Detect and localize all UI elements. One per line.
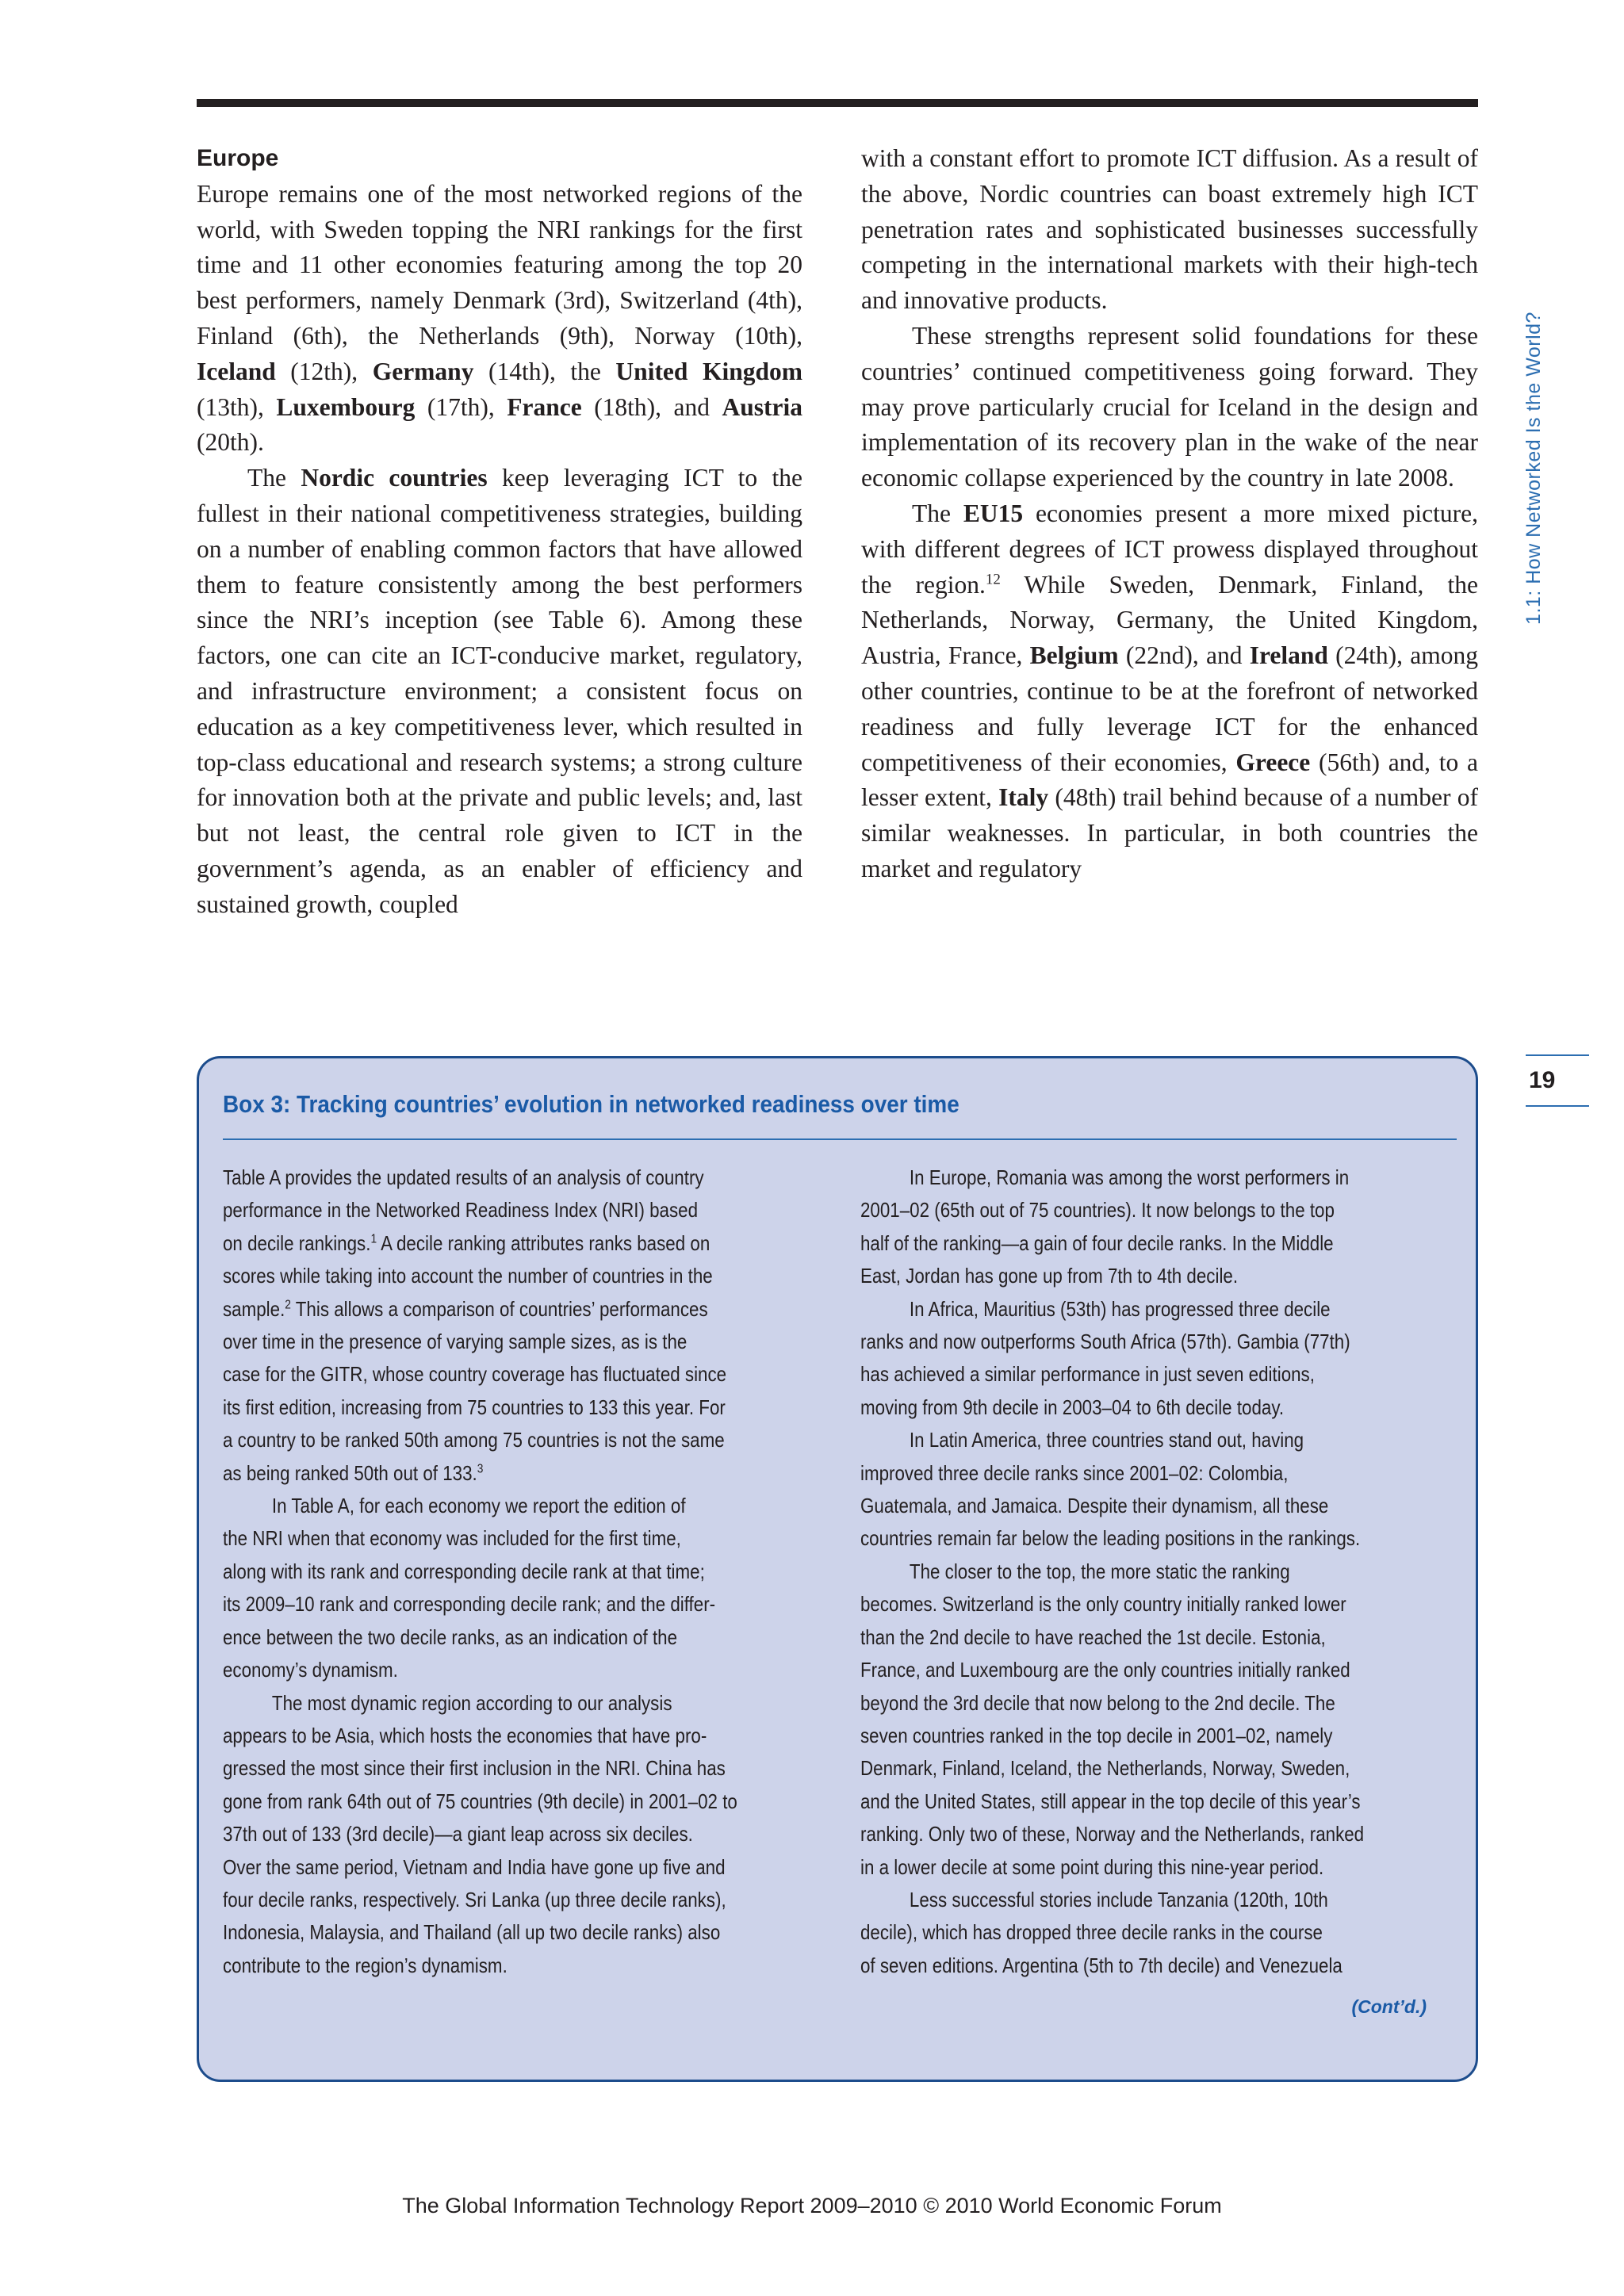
country-name: France — [507, 392, 582, 421]
text-run: These strengths represent solid foundations for these countries’ continued competitiveness going forward. They may prove particularly crucial for Iceland in the design and implementation of its recovery plan in the wake of the near economic collapse experienced by the country in late 2008. — [861, 321, 1478, 492]
text-run: (14th), the — [473, 357, 616, 385]
box-line: Guatemala, and Jamaica. Despite their dynamism, all these — [860, 1494, 1329, 1518]
text-run: (24th), among other countries, continue to be at the forefront of networked readiness and fully leverage ICT for the enhanced competitiveness of their economies, — [861, 641, 1478, 776]
text-run: While Sweden, Denmark, Finland, the Netherlands, Norway, Germany, the United Kingdom, Austria, France, — [861, 570, 1478, 670]
box-line: its first edition, increasing from 75 countries to 133 this year. For — [223, 1395, 726, 1419]
section-heading: Europe — [197, 145, 279, 171]
page-number-box — [1526, 1054, 1589, 1107]
box-line: East, Jordan has gone up from 7th to 4th decile. — [860, 1264, 1239, 1288]
text-run: as being ranked 50th out of 133. — [223, 1460, 477, 1485]
box-line: than the 2nd decile to have reached the 1st decile. Estonia, — [860, 1624, 1326, 1649]
continued-label: (Cont’d.) — [1351, 1996, 1427, 2017]
text-run: keep leveraging ICT to the fullest in their national competitiveness strategies, building on a number of enabling common factors that have allowed them to feature consistently among the best performers since the NRI’s inception (see Table 6). Among these factors, one can cite an ICT-conducive market, regulatory, and infrastructure environment; a consistent focus on education as a key competitiveness lever, which resulted in top-class educational and research systems; a strong culture for innovation both at the private and public levels; and, last but not least, the central role given to ICT in the government’s agenda, as an enabler of efficiency and sustained growth, coupled — [197, 464, 802, 918]
box-line: scores while taking into account the number of countries in the — [223, 1264, 713, 1288]
footnote-ref: 2 — [285, 1297, 291, 1311]
box-line: appears to be Asia, which hosts the economies that have pro- — [223, 1723, 707, 1747]
box-line: France, and Luxembourg are the only countries initially ranked — [860, 1658, 1350, 1682]
text-run: sample. — [223, 1296, 285, 1321]
box-3-panel — [197, 1056, 1478, 2082]
box-line — [223, 1457, 738, 1490]
chapter-side-tab — [1510, 311, 1557, 625]
region-name: EU15 — [963, 499, 1024, 527]
box-line: countries remain far below the leading positions in the rankings. — [860, 1526, 1361, 1551]
box-line: Table A provides the updated results of an analysis of country — [223, 1165, 704, 1189]
text-run: (22nd), and — [1118, 641, 1250, 670]
country-name: United Kingdom — [615, 357, 803, 385]
box-title-rule — [223, 1138, 1457, 1140]
box-right-column — [860, 1161, 1460, 1982]
text-run: (48th) trail behind because of a number of similar weaknesses. In particular, in both countries the market and regulatory — [861, 783, 1479, 882]
country-name: Germany — [372, 357, 474, 385]
footnote-ref: 3 — [477, 1462, 484, 1475]
box-line: has achieved a similar performance in just seven editions, — [860, 1362, 1315, 1387]
text-run: Europe remains one of the most networked regions of the world, with Sweden topping the NRI rankings for the first time and 11 other economies featuring among the top 20 best performers, namely Denmark (3rd), Switzerland (4th), Finland (6th), the Netherlands (9th), Norway (10th), — [197, 179, 802, 350]
text-run: with a constant effort to promote ICT diffusion. As a result of the above, Nordic countries can boast extremely high ICT penetration rates and sophisticated businesses successfully competing in the international markets with their high-tech and innovative products. — [861, 144, 1478, 315]
box-left-column — [223, 1161, 822, 1982]
text-run: economies present a more mixed picture, with different degrees of ICT prowess displayed throughout the region. — [861, 499, 1478, 599]
box-line: case for the GITR, whose country coverage has fluctuated since — [223, 1362, 727, 1387]
box-line: its 2009–10 rank and corresponding decile rank; and the differ- — [223, 1592, 716, 1617]
text-run: (20th). — [197, 428, 264, 457]
box-line: over time in the presence of varying sample sizes, as is the — [223, 1330, 688, 1354]
box-line — [223, 1293, 738, 1326]
region-name: Nordic countries — [301, 464, 488, 492]
paragraph — [861, 319, 1478, 496]
box-line: half of the ranking—a gain of four decile ranks. In the Middle — [860, 1230, 1334, 1255]
text-run: (18th), and — [581, 392, 722, 421]
box-line: beyond the 3rd decile that now belong to the 2nd decile. The — [860, 1690, 1335, 1715]
country-name: Belgium — [1029, 641, 1119, 670]
text-run: This allows a comparison of countries’ performances — [290, 1296, 708, 1321]
text-run: (13th), — [197, 392, 277, 421]
text-run: on decile rankings. — [223, 1230, 371, 1255]
box-line: along with its rank and corresponding decile rank at that time; — [223, 1559, 705, 1583]
box-line: seven countries ranked in the top decile in 2001–02, namely — [860, 1723, 1333, 1747]
box-title: Box 3: Tracking countries’ evolution in networked readiness over time — [223, 1090, 959, 1118]
text-run: The — [912, 499, 963, 527]
country-name: Greece — [1235, 748, 1311, 776]
box-line: 37th out of 133 (3rd decile)—a giant leap across six deciles. — [223, 1822, 693, 1846]
box-line — [223, 1227, 738, 1260]
article-left-column — [197, 141, 802, 923]
box-line: Indonesia, Malaysia, and Thailand (all up two decile ranks) also — [223, 1920, 721, 1945]
box-line: the NRI when that economy was included for the first time, — [223, 1526, 681, 1551]
box-line: Denmark, Finland, Iceland, the Netherlands, Norway, Sweden, — [860, 1756, 1350, 1781]
chapter-title: 1.1: How Networked Is the World? — [1522, 311, 1545, 625]
box-line: of seven editions. Argentina (5th to 7th decile) and Venezuela — [860, 1953, 1342, 1977]
box-line: becomes. Switzerland is the only country initially ranked lower — [860, 1592, 1346, 1617]
box-line: improved three decile ranks since 2001–02: Colombia, — [860, 1460, 1289, 1485]
page-footer: The Global Information Technology Report 2009–2010 © 2010 World Economic Forum — [402, 2194, 1222, 2218]
paragraph — [197, 461, 802, 922]
box-line: In Table A, for each economy we report the edition of — [271, 1494, 686, 1518]
box-line: decile), which has dropped three decile ranks in the course — [860, 1920, 1323, 1945]
country-name: Iceland — [197, 357, 276, 385]
country-name: Luxembourg — [276, 392, 416, 421]
paragraph — [861, 496, 1478, 887]
box-line: contribute to the region’s dynamism. — [223, 1953, 508, 1977]
text-run: The — [247, 464, 301, 492]
country-name: Ireland — [1249, 641, 1328, 670]
top-rule — [197, 99, 1478, 107]
footnote-ref: 12 — [985, 571, 1001, 588]
text-run: (56th) and, to a lesser extent, — [861, 748, 1478, 812]
country-name: Italy — [998, 783, 1049, 812]
paragraph — [197, 177, 802, 461]
text-run: (17th), — [415, 392, 508, 421]
box-line: Over the same period, Vietnam and India have gone up five and — [223, 1854, 726, 1879]
box-line: four decile ranks, respectively. Sri Lanka (up three decile ranks), — [223, 1887, 726, 1911]
box-line: In Europe, Romania was among the worst performers in — [909, 1165, 1350, 1189]
box-line: In Latin America, three countries stand out, having — [909, 1428, 1304, 1452]
text-run: A decile ranking attributes ranks based on — [377, 1230, 710, 1255]
text-run: (12th), — [275, 357, 373, 385]
footnote-ref: 1 — [370, 1232, 377, 1246]
paragraph — [861, 141, 1478, 319]
box-line: and the United States, still appear in the top decile of this year’s — [860, 1789, 1361, 1813]
box-line: ence between the two decile ranks, as an indication of the — [223, 1624, 678, 1649]
box-line: in a lower decile at some point during this nine-year period. — [860, 1854, 1324, 1879]
box-line: ranking. Only two of these, Norway and the Netherlands, ranked — [860, 1822, 1365, 1846]
box-line: performance in the Networked Readiness Index (NRI) based — [223, 1198, 699, 1223]
article-right-column — [861, 141, 1478, 887]
box-line: gressed the most since their first inclusion in the NRI. China has — [223, 1756, 726, 1781]
page-number: 19 — [1529, 1067, 1556, 1093]
box-line: moving from 9th decile in 2003–04 to 6th decile today. — [860, 1395, 1285, 1419]
box-line: In Africa, Mauritius (53th) has progressed three decile — [909, 1296, 1331, 1321]
box-line: The closer to the top, the more static the ranking — [909, 1559, 1290, 1583]
box-line: gone from rank 64th out of 75 countries (9th decile) in 2001–02 to — [223, 1789, 737, 1813]
box-line: a country to be ranked 50th among 75 countries is not the same — [223, 1428, 725, 1452]
country-name: Austria — [722, 392, 803, 421]
box-line: The most dynamic region according to our analysis — [271, 1690, 672, 1715]
box-line: ranks and now outperforms South Africa (57th). Gambia (77th) — [860, 1330, 1350, 1354]
box-line: 2001–02 (65th out of 75 countries). It now belongs to the top — [860, 1198, 1335, 1223]
box-line: economy’s dynamism. — [223, 1658, 398, 1682]
box-line: Less successful stories include Tanzania (120th, 10th — [909, 1887, 1328, 1911]
